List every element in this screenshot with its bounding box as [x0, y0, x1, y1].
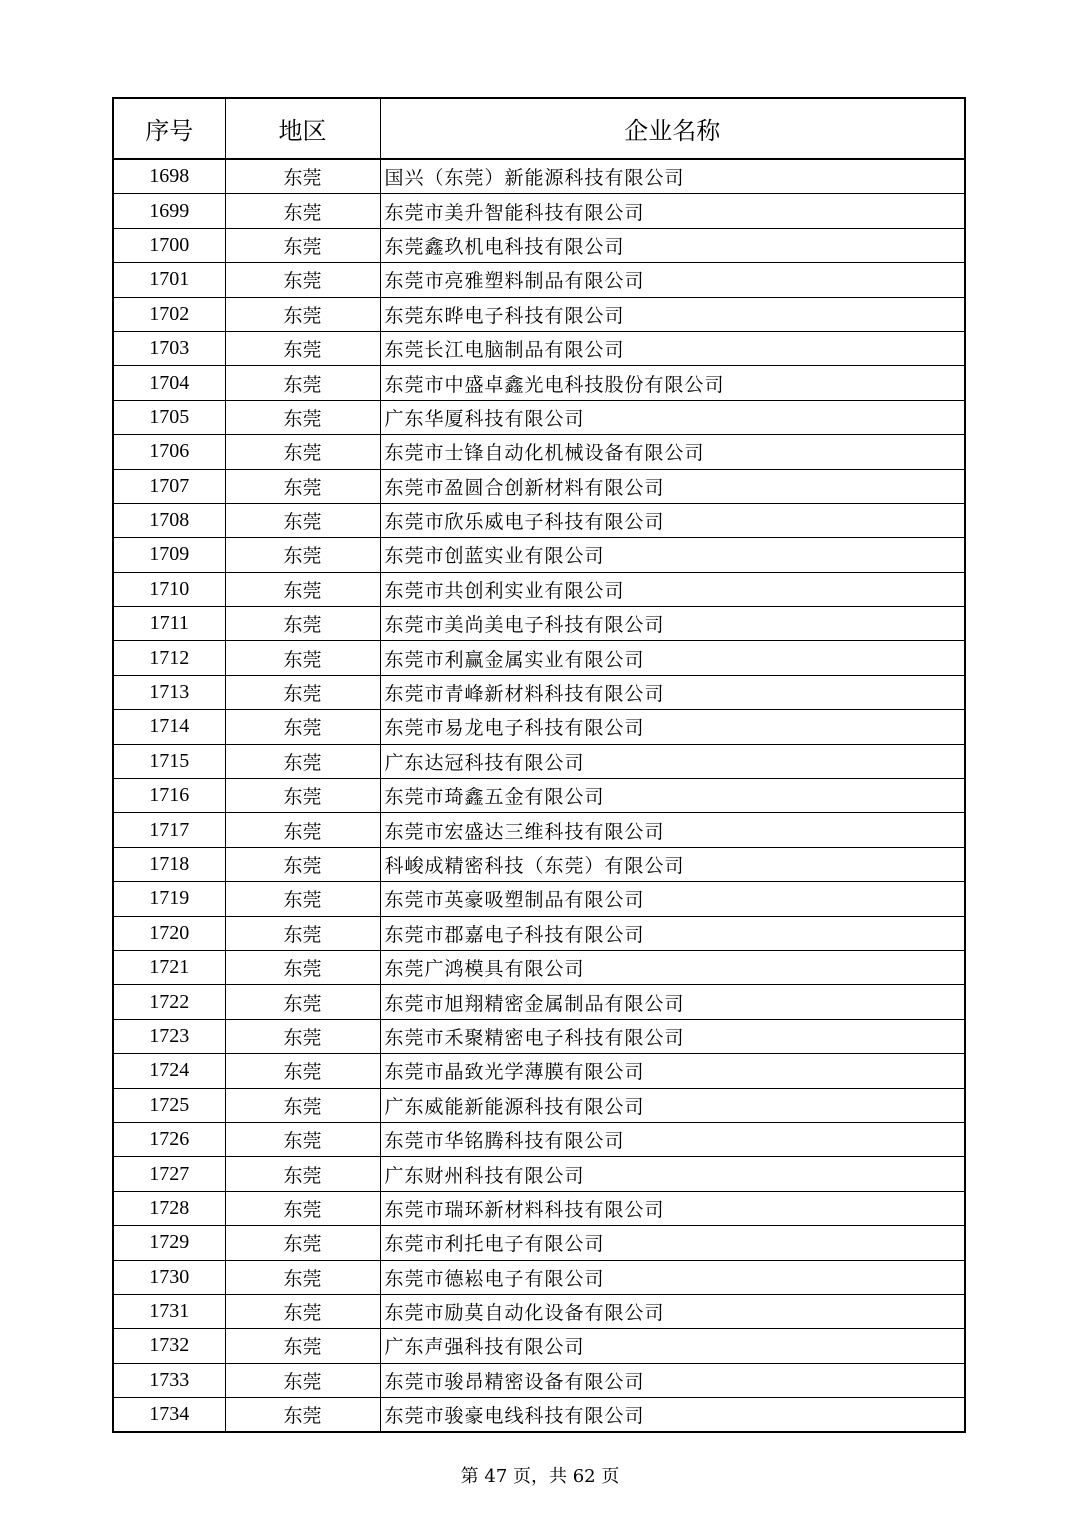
cell-company-name: 东莞市利赢金属实业有限公司 [380, 641, 965, 675]
cell-serial-number: 1707 [113, 469, 225, 503]
cell-serial-number: 1704 [113, 366, 225, 400]
cell-company-name: 广东达冠科技有限公司 [380, 744, 965, 778]
table-row [113, 744, 965, 778]
cell-company-name: 东莞市骏昂精密设备有限公司 [380, 1363, 965, 1397]
cell-serial-number: 1734 [113, 1398, 225, 1433]
cell-company-name: 东莞市骏豪电线科技有限公司 [380, 1398, 965, 1433]
cell-region: 东莞 [225, 400, 380, 434]
cell-company-name: 东莞市郡嘉电子科技有限公司 [380, 916, 965, 950]
cell-company-name: 东莞市美升智能科技有限公司 [380, 194, 965, 228]
table-row [113, 400, 965, 434]
cell-company-name: 东莞市利托电子有限公司 [380, 1226, 965, 1260]
cell-serial-number: 1720 [113, 916, 225, 950]
cell-company-name: 东莞市盈圆合创新材料有限公司 [380, 469, 965, 503]
cell-serial-number: 1729 [113, 1226, 225, 1260]
cell-serial-number: 1710 [113, 572, 225, 606]
table-header-row [113, 98, 965, 159]
cell-serial-number: 1721 [113, 950, 225, 984]
cell-serial-number: 1719 [113, 882, 225, 916]
cell-region: 东莞 [225, 366, 380, 400]
cell-serial-number: 1712 [113, 641, 225, 675]
table-row [113, 1398, 965, 1433]
cell-company-name: 广东声强科技有限公司 [380, 1329, 965, 1363]
cell-region: 东莞 [225, 297, 380, 331]
table-row [113, 1294, 965, 1328]
cell-region: 东莞 [225, 1088, 380, 1122]
cell-serial-number: 1724 [113, 1054, 225, 1088]
cell-company-name: 东莞长江电脑制品有限公司 [380, 331, 965, 365]
cell-serial-number: 1699 [113, 194, 225, 228]
cell-serial-number: 1732 [113, 1329, 225, 1363]
cell-company-name: 东莞市易龙电子科技有限公司 [380, 710, 965, 744]
table-row [113, 331, 965, 365]
cell-company-name: 东莞市琦鑫五金有限公司 [380, 779, 965, 813]
table-row [113, 1019, 965, 1053]
cell-serial-number: 1702 [113, 297, 225, 331]
cell-region: 东莞 [225, 813, 380, 847]
cell-company-name: 东莞市励莫自动化设备有限公司 [380, 1294, 965, 1328]
table-row [113, 950, 965, 984]
table-row [113, 1157, 965, 1191]
cell-region: 东莞 [225, 1226, 380, 1260]
cell-serial-number: 1709 [113, 538, 225, 572]
table-row [113, 916, 965, 950]
table-row [113, 159, 965, 194]
cell-company-name: 科峻成精密科技（东莞）有限公司 [380, 847, 965, 881]
cell-company-name: 东莞市瑞环新材料科技有限公司 [380, 1191, 965, 1225]
cell-region: 东莞 [225, 435, 380, 469]
cell-company-name: 东莞市华铭腾科技有限公司 [380, 1122, 965, 1156]
cell-serial-number: 1701 [113, 263, 225, 297]
cell-company-name: 东莞市亮雅塑料制品有限公司 [380, 263, 965, 297]
table-row [113, 675, 965, 709]
cell-region: 东莞 [225, 950, 380, 984]
cell-region: 东莞 [225, 1157, 380, 1191]
table-row [113, 469, 965, 503]
cell-region: 东莞 [225, 159, 380, 194]
cell-region: 东莞 [225, 710, 380, 744]
cell-region: 东莞 [225, 572, 380, 606]
cell-region: 东莞 [225, 1398, 380, 1433]
cell-region: 东莞 [225, 916, 380, 950]
cell-region: 东莞 [225, 228, 380, 262]
table-row [113, 882, 965, 916]
cell-region: 东莞 [225, 263, 380, 297]
table-row [113, 710, 965, 744]
cell-serial-number: 1708 [113, 503, 225, 537]
table-row [113, 435, 965, 469]
cell-company-name: 东莞广鸿模具有限公司 [380, 950, 965, 984]
cell-region: 东莞 [225, 194, 380, 228]
table-row [113, 1260, 965, 1294]
header-serial-number: 序号 [113, 98, 225, 159]
page-number-footer: 第 47 页，共 62 页 [460, 1466, 620, 1487]
header-region: 地区 [225, 98, 380, 159]
cell-region: 东莞 [225, 1019, 380, 1053]
cell-region: 东莞 [225, 331, 380, 365]
cell-serial-number: 1711 [113, 607, 225, 641]
table-row [113, 263, 965, 297]
cell-region: 东莞 [225, 1191, 380, 1225]
cell-company-name: 东莞市美尚美电子科技有限公司 [380, 607, 965, 641]
enterprise-table [112, 97, 966, 1433]
table-row [113, 572, 965, 606]
table-row [113, 538, 965, 572]
table-row [113, 779, 965, 813]
cell-company-name: 东莞市德崧电子有限公司 [380, 1260, 965, 1294]
cell-region: 东莞 [225, 1329, 380, 1363]
cell-serial-number: 1715 [113, 744, 225, 778]
cell-region: 东莞 [225, 985, 380, 1019]
cell-company-name: 东莞市禾聚精密电子科技有限公司 [380, 1019, 965, 1053]
cell-serial-number: 1722 [113, 985, 225, 1019]
table-row [113, 1054, 965, 1088]
cell-serial-number: 1705 [113, 400, 225, 434]
cell-company-name: 东莞市士锋自动化机械设备有限公司 [380, 435, 965, 469]
cell-company-name: 东莞市共创利实业有限公司 [380, 572, 965, 606]
cell-serial-number: 1731 [113, 1294, 225, 1328]
cell-company-name: 东莞市晶致光学薄膜有限公司 [380, 1054, 965, 1088]
cell-company-name: 东莞市中盛卓鑫光电科技股份有限公司 [380, 366, 965, 400]
header-company-name: 企业名称 [380, 98, 965, 159]
cell-region: 东莞 [225, 503, 380, 537]
cell-serial-number: 1717 [113, 813, 225, 847]
table-row [113, 813, 965, 847]
table-row [113, 228, 965, 262]
table-row [113, 503, 965, 537]
cell-region: 东莞 [225, 538, 380, 572]
cell-company-name: 广东威能新能源科技有限公司 [380, 1088, 965, 1122]
cell-region: 东莞 [225, 469, 380, 503]
table-row [113, 194, 965, 228]
table-row [113, 297, 965, 331]
cell-region: 东莞 [225, 882, 380, 916]
table-row [113, 1329, 965, 1363]
cell-region: 东莞 [225, 1260, 380, 1294]
cell-company-name: 东莞市欣乐威电子科技有限公司 [380, 503, 965, 537]
table-row [113, 1088, 965, 1122]
cell-serial-number: 1703 [113, 331, 225, 365]
cell-region: 东莞 [225, 1294, 380, 1328]
cell-serial-number: 1733 [113, 1363, 225, 1397]
cell-company-name: 东莞市创蓝实业有限公司 [380, 538, 965, 572]
cell-region: 东莞 [225, 641, 380, 675]
cell-region: 东莞 [225, 1363, 380, 1397]
cell-company-name: 广东华厦科技有限公司 [380, 400, 965, 434]
cell-serial-number: 1713 [113, 675, 225, 709]
cell-serial-number: 1728 [113, 1191, 225, 1225]
cell-region: 东莞 [225, 675, 380, 709]
table-row [113, 1122, 965, 1156]
cell-serial-number: 1726 [113, 1122, 225, 1156]
cell-serial-number: 1723 [113, 1019, 225, 1053]
cell-serial-number: 1718 [113, 847, 225, 881]
table-row [113, 1363, 965, 1397]
cell-region: 东莞 [225, 1122, 380, 1156]
cell-serial-number: 1730 [113, 1260, 225, 1294]
table-row [113, 1226, 965, 1260]
cell-serial-number: 1698 [113, 159, 225, 194]
cell-serial-number: 1714 [113, 710, 225, 744]
table-row [113, 1191, 965, 1225]
table-row [113, 366, 965, 400]
table-row [113, 607, 965, 641]
cell-serial-number: 1700 [113, 228, 225, 262]
cell-region: 东莞 [225, 744, 380, 778]
cell-company-name: 东莞市旭翔精密金属制品有限公司 [380, 985, 965, 1019]
table-row [113, 641, 965, 675]
cell-company-name: 东莞东晔电子科技有限公司 [380, 297, 965, 331]
cell-company-name: 东莞鑫玖机电科技有限公司 [380, 228, 965, 262]
cell-company-name: 广东财州科技有限公司 [380, 1157, 965, 1191]
cell-company-name: 东莞市宏盛达三维科技有限公司 [380, 813, 965, 847]
cell-region: 东莞 [225, 847, 380, 881]
cell-company-name: 东莞市英豪吸塑制品有限公司 [380, 882, 965, 916]
cell-serial-number: 1727 [113, 1157, 225, 1191]
cell-region: 东莞 [225, 779, 380, 813]
cell-company-name: 东莞市青峰新材料科技有限公司 [380, 675, 965, 709]
cell-company-name: 国兴（东莞）新能源科技有限公司 [380, 159, 965, 194]
table-row [113, 985, 965, 1019]
cell-serial-number: 1706 [113, 435, 225, 469]
table-body [113, 159, 965, 1432]
table-row [113, 847, 965, 881]
cell-serial-number: 1716 [113, 779, 225, 813]
cell-serial-number: 1725 [113, 1088, 225, 1122]
cell-region: 东莞 [225, 1054, 380, 1088]
cell-region: 东莞 [225, 607, 380, 641]
